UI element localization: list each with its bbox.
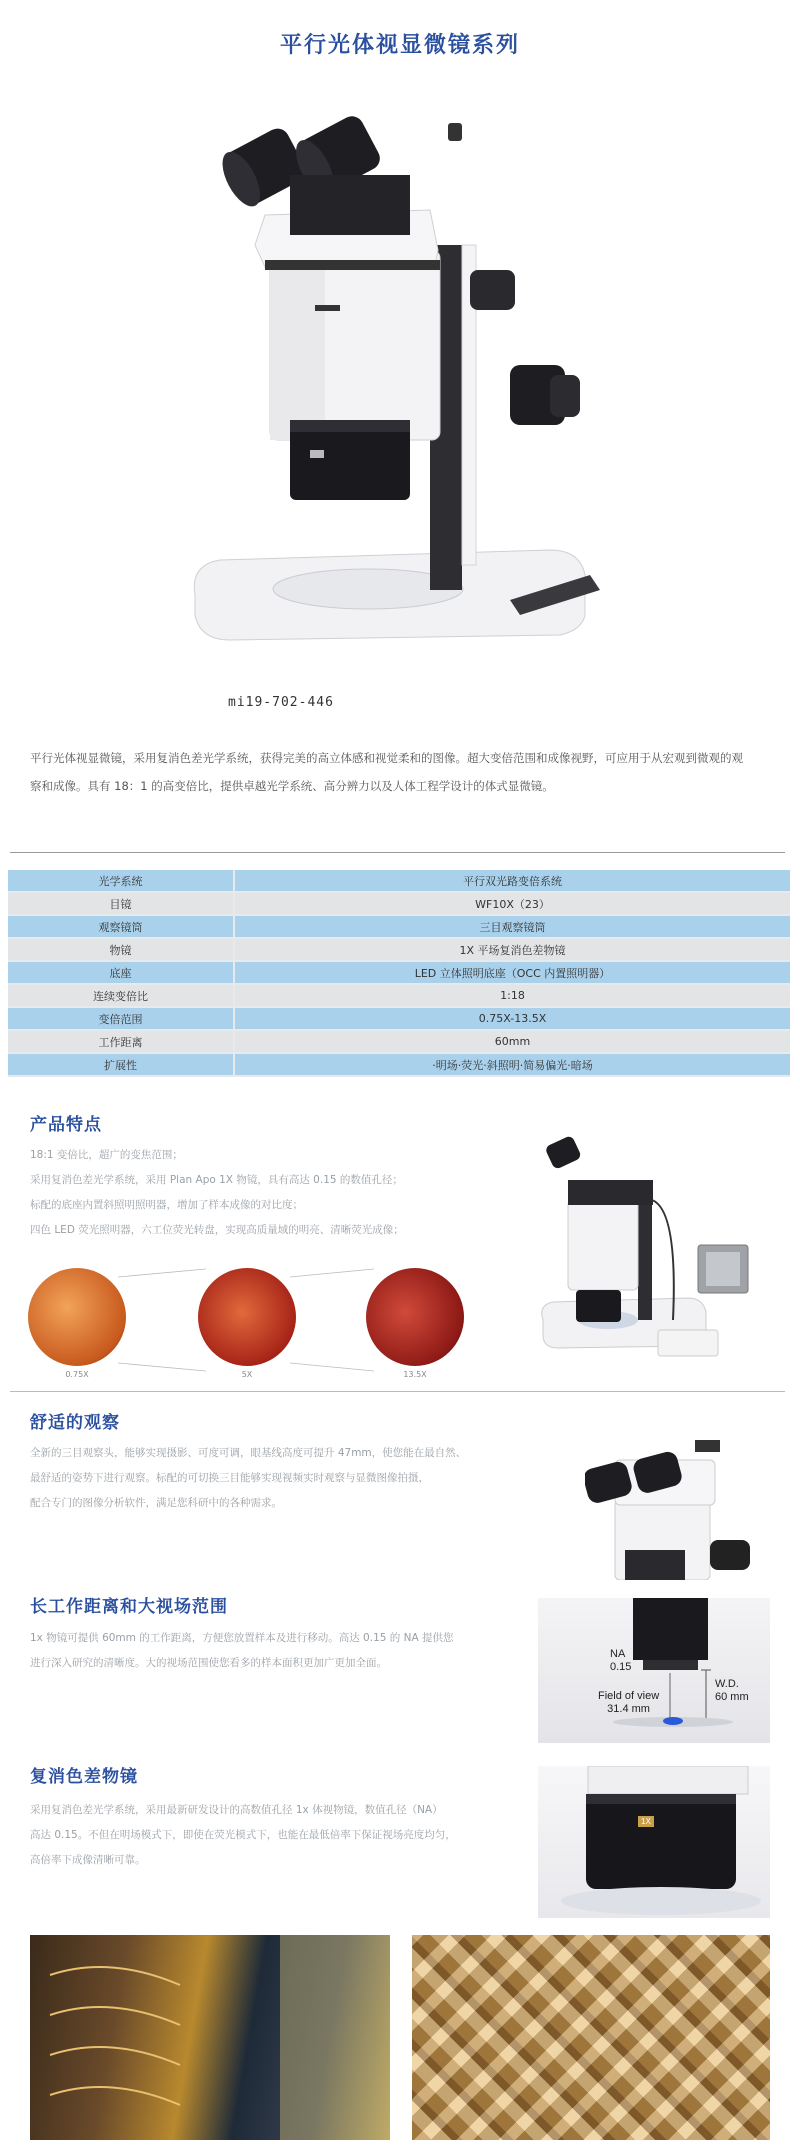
- spec-row: [8, 938, 790, 961]
- model-number: mi19-702-446: [228, 695, 334, 710]
- spec-key: 扩展性: [8, 1053, 234, 1076]
- spec-key: 变倍范围: [8, 1007, 234, 1030]
- circuit-zoom-low-image: [28, 1268, 126, 1366]
- circuit-zoom-mid-image: [198, 1268, 296, 1366]
- wd-label: W.D.: [715, 1678, 739, 1690]
- objective-illustration: [538, 1766, 770, 1918]
- workdist-line: 1x 物镜可提供 60mm 的工作距离，方便您放置样本及进行移动。高达 0.15 的 NA 提供您: [30, 1632, 454, 1644]
- comfort-line: 全新的三目观察头，能够实现摄影、可度可调，眼基线高度可提升 47mm，使您能在最自然、: [30, 1447, 467, 1459]
- bond-wires: [30, 1935, 390, 2140]
- mag-label: 13.5X: [403, 1370, 427, 1379]
- apo-heading: 复消色差物镜: [30, 1767, 138, 1787]
- comfort-line: 最舒适的姿势下进行观察。标配的可切换三目能够实现视频实时观察与显微图像拍摄，: [30, 1472, 429, 1484]
- spec-row: [8, 892, 790, 915]
- fov-label: Field of view: [598, 1690, 660, 1702]
- na-annotation: [610, 1648, 631, 1674]
- features-list: [30, 1143, 404, 1243]
- apo-line: 高达 0.15。不但在明场模式下，即使在荧光模式下，也能在最低倍率下保证视场亮度均匀，: [30, 1829, 456, 1841]
- lens-mark: 1X: [638, 1816, 654, 1827]
- spec-key: 底座: [8, 961, 234, 984]
- spec-row: [8, 1007, 790, 1030]
- spec-key: 目镜: [8, 892, 234, 915]
- intro-paragraph: 平行光体视显微镜，采用复消色差光学系统，获得完美的高立体感和视觉柔和的图像。超大变倍范围和成像视野，可应用于从宏观到微观的观察和成像。具有 18：1 的高变倍比，提供卓越光学系统、高分辨力以及人体工程学设计的体式显微镜。: [30, 751, 743, 793]
- features-heading: 产品特点: [30, 1115, 102, 1135]
- fluorescence-setup-image: [528, 1120, 778, 1365]
- feature-line: 四色 LED 荧光照明器，六工位荧光转盘，实现高质量域的明亮、清晰荧光成像；: [30, 1224, 404, 1236]
- wd-value: 60 mm: [715, 1691, 749, 1703]
- apo-text: [30, 1798, 456, 1873]
- spec-key: 工作距离: [8, 1030, 234, 1053]
- objective-illustration: [538, 1598, 770, 1743]
- spec-value: 1X 平场复消色差物镜: [234, 938, 790, 961]
- working-distance-diagram: [538, 1598, 770, 1743]
- binocular-head-image: [585, 1430, 755, 1580]
- microscope-hero-image: [190, 95, 610, 695]
- fov-value: 31.4 mm: [607, 1703, 650, 1715]
- apo-line: 高倍率下成像清晰可靠。: [30, 1854, 146, 1866]
- objective-lens-image: [538, 1766, 770, 1918]
- feature-line: 采用复消色差光学系统，采用 Plan Apo 1X 物镜，具有高达 0.15 的数值孔径；: [30, 1174, 403, 1186]
- section-divider: [10, 1391, 785, 1392]
- spec-row: [8, 1053, 790, 1076]
- spec-row: [8, 870, 790, 892]
- mag-label: 5X: [241, 1370, 253, 1379]
- spec-row: [8, 915, 790, 938]
- comfort-text: [30, 1441, 466, 1516]
- feature-line: 18:1 变倍比，超广的变焦范围；: [30, 1149, 183, 1161]
- workdist-line: 进行深入研究的清晰度。大的视场范围使您看多的样本面积更加广更加全面。: [30, 1657, 387, 1669]
- weave-overlay: [412, 1935, 770, 2140]
- apo-line: 采用复消色差光学系统，采用最新研发设计的高数值孔径 1x 体视物镜，数值孔径（NA）: [30, 1804, 443, 1816]
- spec-value: LED 立体照明底座（OCC 内置照明器）: [234, 961, 790, 984]
- spec-key: 连续变倍比: [8, 984, 234, 1007]
- spec-value: 1:18: [234, 984, 790, 1007]
- spec-row: [8, 961, 790, 984]
- spec-key: 物镜: [8, 938, 234, 961]
- spec-value: ·明场·荧光·斜照明·简易偏光·暗场: [234, 1053, 790, 1076]
- spec-value: WF10X（23）: [234, 892, 790, 915]
- na-value: 0.15: [610, 1661, 632, 1673]
- mag-label: 0.75X: [65, 1370, 89, 1379]
- fov-annotation: [598, 1690, 659, 1716]
- spec-key: 观察镜筒: [8, 915, 234, 938]
- feature-line: 标配的底座内置斜照明照明器，增加了样本成像的对比度；: [30, 1199, 303, 1211]
- comfort-line: 配合专门的图像分析软件，满足您科研中的各种需求。: [30, 1497, 282, 1509]
- section-divider: [10, 852, 785, 853]
- spec-table: [8, 870, 790, 1077]
- spec-value: 0.75X-13.5X: [234, 1007, 790, 1030]
- na-label: NA: [610, 1648, 626, 1660]
- page-title: 平行光体视显微镜系列: [279, 33, 520, 58]
- spec-row: [8, 1030, 790, 1053]
- spec-row: [8, 984, 790, 1007]
- workdist-text: [30, 1626, 454, 1676]
- wd-annotation: [715, 1678, 749, 1704]
- circuit-zoom-high-image: [366, 1268, 464, 1366]
- comfort-heading: 舒适的观察: [30, 1413, 120, 1433]
- spec-key: 光学系统: [8, 870, 234, 892]
- workdist-heading: 长工作距离和大视场范围: [30, 1597, 228, 1617]
- chip-bonding-sample-image: [30, 1935, 390, 2140]
- spec-value: 平行双光路变倍系统: [234, 870, 790, 892]
- spec-value: 三目观察镜筒: [234, 915, 790, 938]
- fabric-weave-sample-image: [412, 1935, 770, 2140]
- spec-value: 60mm: [234, 1030, 790, 1053]
